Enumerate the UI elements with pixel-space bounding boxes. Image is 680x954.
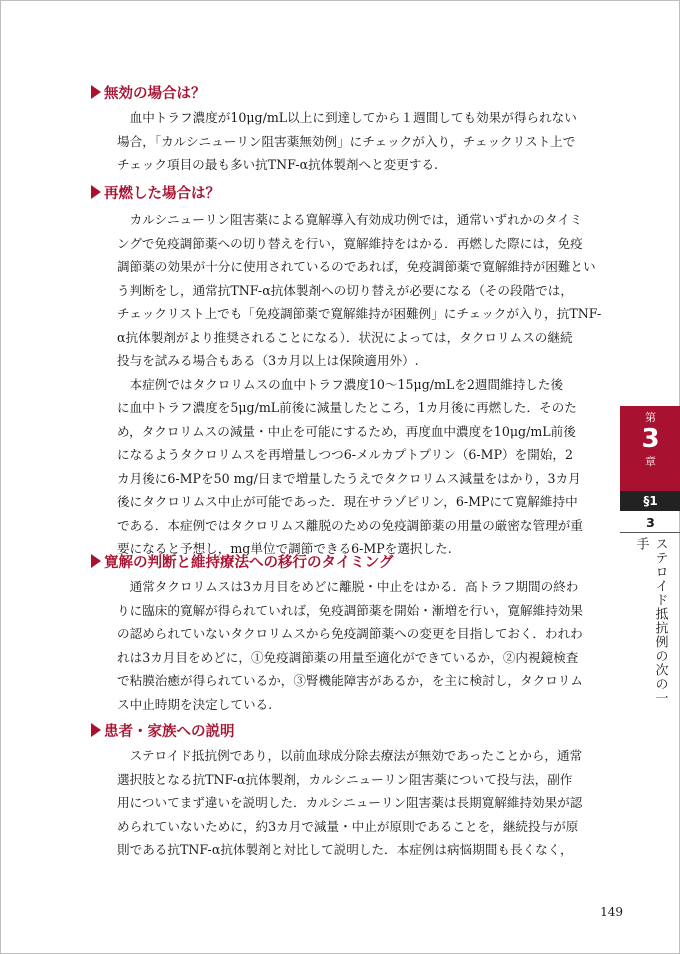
text-line: 要になると予想し，mg単位で調節できる6-MPを選択した. <box>117 541 452 556</box>
text-line: 血中トラフ濃度が10μg/mL以上に到達してから１週間しても効果が得られない <box>117 110 577 125</box>
text-line: められていないために，約3カ月で減量・中止が原則であることを，継続投与が原 <box>117 818 579 834</box>
triangle-bullet-icon <box>91 554 101 568</box>
section-body-kankai <box>117 575 601 716</box>
section-tab <box>620 491 680 511</box>
text-line: α抗体製剤がより推奨されることになる）．状況によっては，タクロリムスの継続 <box>117 329 573 345</box>
text-line: になるようタクロリムスを再増量しつつ6-メルカプトプリン（6-MP）を開始，2 <box>117 447 574 462</box>
text-line: れは3カ月目をめどに，①免疫調節薬の用量至適化ができているか，②内視鏡検査 <box>117 649 579 665</box>
section-title: 患者・家族への説明 <box>104 723 235 740</box>
section-heading-kankai <box>91 550 393 572</box>
text-line: 本症例ではタクロリムスの血中トラフ濃度10～15μg/mLを2週間維持した後 <box>117 376 564 392</box>
text-line: チェック項目の最も多い抗TNF-α抗体製剤へと変更する. <box>117 157 439 172</box>
text-line: 選択肢となる抗TNF-α抗体製剤，カルシニューリン阻害薬について投与法，副作 <box>117 771 573 787</box>
chapter-tab <box>620 406 680 491</box>
section-title: 再燃した場合は？ <box>104 185 220 202</box>
text-line: う判断をし，通常抗TNF-α抗体製剤への切り替えが必要になる（その段階では， <box>117 282 573 298</box>
chapter-suffix: 章 <box>645 455 656 468</box>
section-body-setsumei <box>117 744 601 862</box>
text-line: 用についてまず違いを説明した．カルシニューリン阻害薬は長期寛解維持効果が認 <box>117 795 583 810</box>
text-line: め，タクロリムスの減量・中止を可能にするため，再度血中濃度を10μg/mL前後 <box>117 423 576 439</box>
section-heading-setsumei <box>91 719 235 741</box>
vertical-running-title <box>620 537 680 707</box>
text-line: に血中トラフ濃度を5μg/mL前後に減量したところ，1カ月後に再燃した．そのた <box>117 400 577 415</box>
section-title: 無効の場合は？ <box>104 85 206 102</box>
chapter-prefix: 第 <box>645 411 656 424</box>
section-body-mukou <box>117 106 601 177</box>
text-line: ングで免疫調節薬への切り替えを行い，寛解維持をはかる．再燃した際には，免疫 <box>117 235 583 251</box>
subsection-label: 3 <box>646 514 655 530</box>
text-line: である．本症例ではタクロリムス離脱のための免疫調節薬の用量の厳密な管理が重 <box>117 517 583 533</box>
chapter-number: 3 <box>641 424 660 454</box>
text-line: 後にタクロリムス中止が可能であった．現在サラゾピリン，6-MPにて寛解維持中 <box>117 494 578 509</box>
text-line: の認められていないタクロリムスから免疫調節薬への変更を目指しておく．われわ <box>117 626 583 641</box>
text-line: りに臨床的寛解が得られていれば，免疫調節薬を開始・漸増を行い，寛解維持効果 <box>117 602 583 618</box>
page-number: 149 <box>600 905 623 919</box>
triangle-bullet-icon <box>91 185 101 199</box>
text-line: ステロイド抵抗例であり，以前血球成分除去療法が無効であったことから，通常 <box>117 748 583 763</box>
text-line: で粘膜治癒が得られているか，③腎機能障害があるか，を主に検討し，タクロリム <box>117 673 583 688</box>
section-label: §1 <box>643 494 658 508</box>
text-line: チェックリスト上でも「免疫調節薬で寛解維持が困難例」にチェックが入り，抗TNF- <box>117 306 601 321</box>
section-body-sainen <box>117 208 601 561</box>
subsection-tab <box>620 512 680 533</box>
text-line: カ月後に6-MPを50 mg/日まで増量したうえでタクロリムス減量をはかり，3カ月 <box>117 470 581 486</box>
triangle-bullet-icon <box>91 723 101 737</box>
text-line: 場合，「カルシニューリン阻害薬無効例」にチェックが入り，チェックリスト上で <box>117 133 576 149</box>
text-line: 投与を試みる場合もある（3カ月以上は保険適用外）. <box>117 353 419 368</box>
text-line: 通常タクロリムスは3カ月目をめどに離脱・中止をはかる．高トラフ期間の終わ <box>117 579 579 594</box>
text-line: 調節薬の効果が十分に使用されているのであれば，免疫調節薬で寛解維持が困難とい <box>117 259 596 274</box>
section-title: 寛解の判断と維持療法への移行のタイミング <box>104 554 394 571</box>
triangle-bullet-icon <box>91 85 101 99</box>
text-line: ス中止時期を決定している. <box>117 696 273 712</box>
section-heading-mukou <box>91 81 206 103</box>
section-heading-sainen <box>91 181 220 203</box>
text-line: カルシニューリン阻害薬による寛解導入有効成功例では，通常いずれかのタイミ <box>117 212 583 227</box>
running-title-text: ステロイド抵抗例の次の一手 <box>633 537 668 705</box>
text-line: 則である抗TNF-α抗体製剤と対比して説明した．本症例は病悩期間も長くなく， <box>117 842 573 857</box>
